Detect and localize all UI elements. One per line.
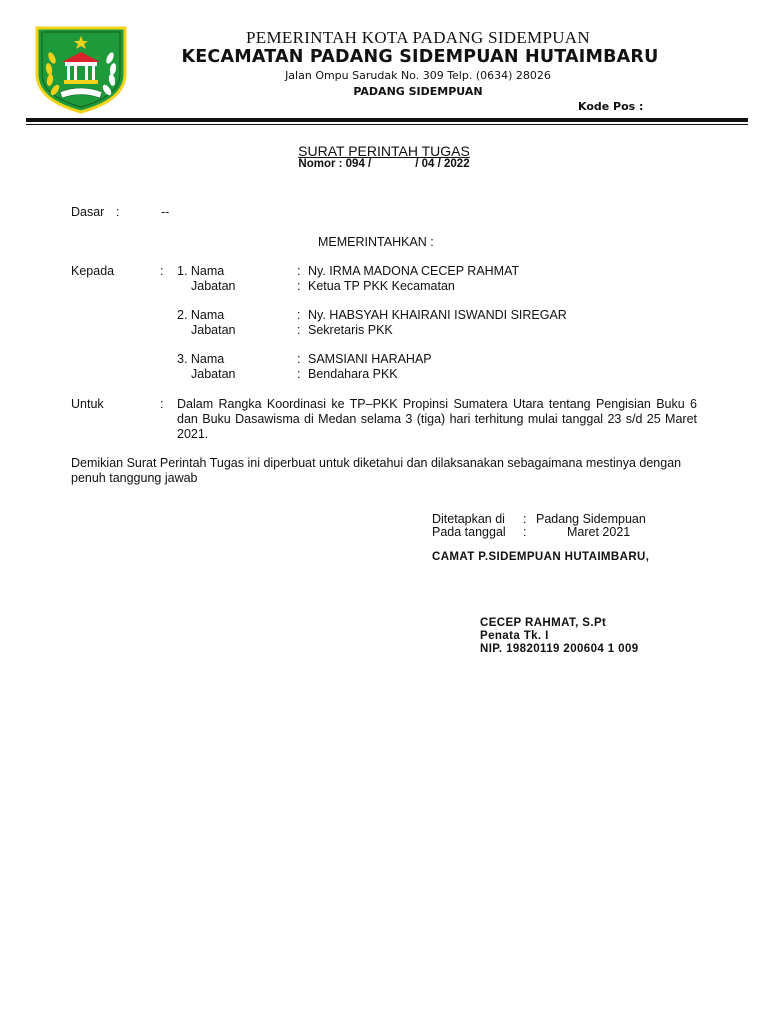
place-colon: : [523,512,527,526]
dasar-value: -- [161,205,170,219]
city-emblem-logo [34,22,128,114]
person-1-nama-label: 1. Nama [177,264,225,278]
letterhead-city: PADANG SIDEMPUAN [353,85,483,98]
letterhead-address: Jalan Ompu Sarudak No. 309 Telp. (0634) 28026 [285,69,551,82]
person-3-jabatan-colon: : [297,367,301,381]
letterhead-rule-thin [26,124,748,125]
date-colon: : [523,525,527,539]
person-2-nama-value: Ny. HABSYAH KHAIRANI ISWANDI SIREGAR [308,308,567,322]
letterhead-government: PEMERINTAH KOTA PADANG SIDEMPUAN [246,28,590,47]
person-3-nama-label: 3. Nama [177,352,225,366]
kepada-label: Kepada [71,264,115,278]
place-value: Padang Sidempuan [536,512,646,526]
document-title: SURAT PERINTAH TUGAS [298,143,470,159]
letterhead-district: KECAMATAN PADANG SIDEMPUAN HUTAIMBARU [181,47,659,67]
untuk-colon: : [160,397,164,411]
dasar-label: Dasar [71,205,105,219]
command-heading: MEMERINTAHKAN : [318,235,434,249]
person-2-nama-label: 2. Nama [177,308,225,322]
untuk-label: Untuk [71,397,104,411]
signatory-name: CECEP RAHMAT, S.Pt [480,617,607,629]
person-2-jabatan-label: Jabatan [191,323,236,337]
place-label: Ditetapkan di [432,512,505,526]
signatory-rank: Penata Tk. I [480,630,549,642]
signatory-position: CAMAT P.SIDEMPUAN HUTAIMBARU, [432,551,650,563]
date-value: Maret 2021 [567,525,631,539]
person-3-jabatan-label: Jabatan [191,367,236,381]
person-3-nama-colon: : [297,352,301,366]
person-2-nama-colon: : [297,308,301,322]
letterhead-rule-thick [26,118,748,122]
closing-paragraph: Demikian Surat Perintah Tugas ini diperbuat untuk diketahui dan dilaksanakan sebagaimana mestinya dengan penuh tanggung jawab [71,456,682,485]
letterhead-postal-code: Kode Pos : [578,100,644,113]
signatory-nip: NIP. 19820119 200604 1 009 [480,643,639,655]
dasar-colon: : [116,205,120,219]
document-number [200,158,568,170]
person-1-jabatan-value: Ketua TP PKK Kecamatan [308,279,455,293]
person-1-jabatan-colon: : [297,279,301,293]
kepada-colon: : [160,264,164,278]
number-suffix: / 04 / 2022 [415,158,470,170]
person-1-nama-colon: : [297,264,301,278]
number-prefix: Nomor : 094 / [298,158,372,170]
person-2-jabatan-value: Sekretaris PKK [308,323,393,337]
date-label: Pada tanggal [432,525,506,539]
person-3-nama-value: SAMSIANI HARAHAP [308,352,432,366]
person-2-jabatan-colon: : [297,323,301,337]
person-3-jabatan-value: Bendahara PKK [308,367,398,381]
untuk-text: Dalam Rangka Koordinasi ke TP–PKK Propinsi Sumatera Utara tentang Pengisian Buku 6 dan Buku Dasawisma di Medan selama 3 (tiga) hari terhitung mulai tanggal 23 s/d 25 Maret 2021. [177,397,697,441]
person-1-nama-value: Ny. IRMA MADONA CECEP RAHMAT [308,264,520,278]
person-1-jabatan-label: Jabatan [191,279,236,293]
